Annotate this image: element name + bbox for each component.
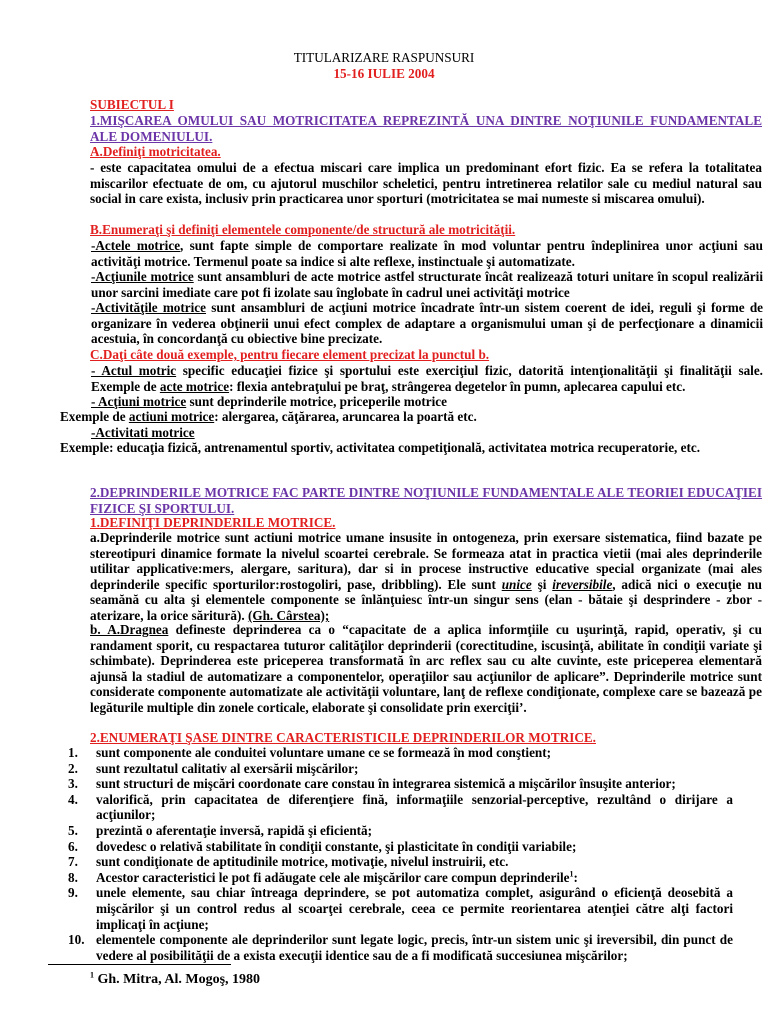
- activitati-motrice-line: [60, 425, 763, 441]
- acte-motrice-term-2: acte motrice: [159, 378, 230, 394]
- list-item: 9. unele elemente, sau chiar întreaga deprindere, se pot automatiza complet, asigurând o eficienţă deosebită a mişcărilor şi un control redus al scoarţei cerebrale, ceea ce permite reorientarea atenţiei către alţi factori implicaţi în acţiune;: [68, 885, 733, 932]
- activitati-motrice-definition: [60, 300, 763, 347]
- question-c-label: C.Daţi câte două exemple, pentru fiecare element precizat la punctul b.: [90, 347, 490, 362]
- dragnea-label: b. A.Dragnea: [90, 622, 169, 637]
- list-item: 6. dovedesc o relativă stabilitate în condiţii constante, şi plasticitate în condiţii variabile;: [68, 838, 577, 854]
- activitati-motrice-examples: Exemple: educaţia fizică, antrenamentul sportiv, activitatea competiţională, activitatea motrica recuperatorie, etc.: [60, 440, 701, 455]
- unice-term: unice: [501, 576, 532, 592]
- list-item: 3. sunt structuri de mişcări coordonate care constau în integrarea sistemică a mişcărilor însuşite anterior;: [68, 776, 676, 792]
- question-a-label: A.Definiţi motricitatea.: [90, 144, 221, 159]
- list-item: 5. prezintă o aferentaţie inversă, rapidă şi eficientă;: [68, 822, 373, 838]
- list-item: 4. valorifică, prin capacitatea de diferenţiere fină, informaţiile senzorial-perceptive, rezultând o dirijare a acţiunilor;: [68, 791, 733, 823]
- list-item: 8. Acestor caracteristici le pot fi adăugate cele ale mişcărilor care compun deprinderile$^1$:: [68, 869, 578, 885]
- citation-carstea: (Gh. Cârstea);: [247, 607, 330, 623]
- deprinderi-definition-b: b. A.Dragnea defineste deprinderea ca o “capacitate de a aplica informţiile cu uşurinţă, rapid, operativ, şi cu randament sporit, cu respactarea tuturor calităţilor deprinderii (corectitudine, iscusinţă, abilitate în condiţii variate şi schimbate). Deprinderea este priceperea transformată în arc reflex sau cu alte cuvinte, este priceperea elementară ajunsă la stadiul de automatizare a componentelor, operaţiilor sau acţiunilor de aplicare”. Deprinderile motrice sunt considerate componente automatizate ale activităţii voluntare, lanţ de reflexe condiţionate, complexe care se bazează pe legăturile multiple din zonele corticale, elaborate şi consolidate prin exerciţii’.: [90, 622, 762, 715]
- acte-motrice-text: , sunt fapte simple de comportare realizate în mod voluntar pentru îndeplinirea unor acţiuni sau activităţi motrice. Termenul poate sa indice si alte reflexe, instinctuale şi automatizate.: [91, 238, 763, 269]
- activitati-motrice-text: sunt ansambluri de acţiuni motrice încadrate într-un sistem coerent de idei, reguli şi forme de organizare în vederea obţinerii unui efect complex de adaptare a organismului uman şi de perfecţionare a dinamicii acestuia, în concordanţă cu obiective bine precizate.: [91, 300, 764, 347]
- document-date: 15-16 IULIE 2004: [333, 66, 435, 81]
- ireversibile-term: ireversibile: [552, 576, 613, 592]
- acte-motrice-definition: [60, 238, 763, 269]
- footnote-divider: [48, 964, 231, 965]
- section-2-heading: 2.DEPRINDERILE MOTRICE FAC PARTE DINTRE NOŢIUNILE FUNDAMENTALE ALE TEORIEI EDUCAŢIEI FIZICE ŞI SPORTULUI.: [90, 485, 762, 516]
- actiuni-motrice-line: - Acţiuni motrice sunt deprinderile motrice, priceperile motrice: [91, 394, 447, 409]
- actiuni-motrice-term: -Acţiunile motrice: [91, 269, 194, 284]
- actiuni-motrice-term-2: - Acţiuni motrice: [91, 394, 187, 409]
- characteristics-list: [68, 745, 733, 963]
- footnote-reference: 1: [569, 869, 574, 879]
- acte-motrice-term: -Actele motrice: [91, 238, 181, 253]
- subject-heading: SUBIECTUL I: [90, 97, 174, 112]
- actiuni-motrice-examples: Exemple de actiuni motrice: alergarea, căţărarea, aruncarea la poartă etc.: [60, 409, 477, 424]
- actiuni-motrice-definition: [60, 269, 763, 300]
- act-motric-examples: - Actul motric specific educaţiei fizice şi sportului este exerciţiul fizic, datorită intenţionalităţii şi finalităţii sale. Exemple de acte motrice: flexia antebraţului pe braţ, strângerea degetelor în pumn, aplecarea capului etc.: [91, 363, 763, 394]
- list-item: 7. sunt condiţionate de aptitudinile motrice, motivaţie, nivelul instruirii, etc.: [68, 854, 509, 870]
- question-a-answer: - este capacitatea omului de a efectua miscari care implica un predominant efort fizic. Ea se refera la totalitatea miscarilor efectuate de om, cu ajutorul muschilor scheletici, pentru intretinerea relatilor sale cu mediul natural sau social in care exista, inclusiv prin practicarea unor sporturi (motricitatea se mai numeste si miscarea omului).: [90, 160, 762, 207]
- actiuni-motrice-term-3: actiuni motrice: [128, 409, 215, 424]
- deprinderi-definition-a: a.Deprinderile motrice sunt actiuni motrice umane insusite in ontogeneza, prin exersare sistematica, fiind bazate pe stereotipuri dinamice formate la nivelul scoartei cerebrale. Se formeaza atat in practica vietii (mai ales deprinderile utilitar applicative:mers, alergare, saritura), dar si in procese instructive educative special organizate (mai ales deprinderile specific sporturilor:rostogoliri, pase, dribbling). Ele sunt unice şi ireversibile, adică nici o execuţie nu seamănă cu alta şi elementele componente se înlănţuiesc într-un singur sens (elan - bătaie şi desprindere - zbor - aterizare, la orice săritură). (Gh. Cârstea);: [90, 530, 762, 623]
- activitati-motrice-term: -Activităţile motrice: [91, 300, 207, 315]
- question-b-label: B.Enumeraţi şi definiţi elementele componente/de structură ale motricităţii.: [90, 222, 516, 237]
- list-item: 10. elementele componente ale deprinderilor sunt legate logic, precis, într-un sistem unic şi ireversibil, din punct de vedere al posibilităţii de a exista execuţii identice sau de a fi modificată succesiunea mişcărilor;: [68, 932, 733, 963]
- list-item: 2. sunt rezultatul calitativ al exersării mişcărilor;: [68, 760, 359, 776]
- activitati-motrice-term-2: -Activitati motrice: [91, 425, 195, 440]
- footnote: $^1$ Gh. Mitra, Al. Mogoş, 1980: [90, 970, 261, 987]
- actiuni-motrice-text: sunt ansambluri de acte motrice astfel structurate încât realizează toturi unitare în scopul realizării unor sarcini imediate care pot fi izolate sau înglobate în cadrul unei activităţi motrice: [91, 269, 763, 300]
- document-title: TITULARIZARE RASPUNSURI: [293, 50, 475, 65]
- act-motric-term: - Actul motric: [91, 363, 177, 378]
- list-item: 1. sunt componente ale conduitei voluntare umane ce se formează în mod conştient;: [68, 745, 552, 760]
- question-2-1-label: 1.DEFINIŢI DEPRINDERILE MOTRICE.: [90, 515, 336, 530]
- footnote-mark: 1: [90, 970, 94, 980]
- question-2-2-label: 2.ENUMERAŢI ŞASE DINTRE CARACTERISTICILE DEPRINDERILOR MOTRICE.: [90, 730, 596, 745]
- section-1-heading: 1.MIŞCAREA OMULUI SAU MOTRICITATEA REPREZINTĂ UNA DINTRE NOŢIUNILE FUNDAMENTALE ALE DOMENIULUI.: [90, 113, 762, 144]
